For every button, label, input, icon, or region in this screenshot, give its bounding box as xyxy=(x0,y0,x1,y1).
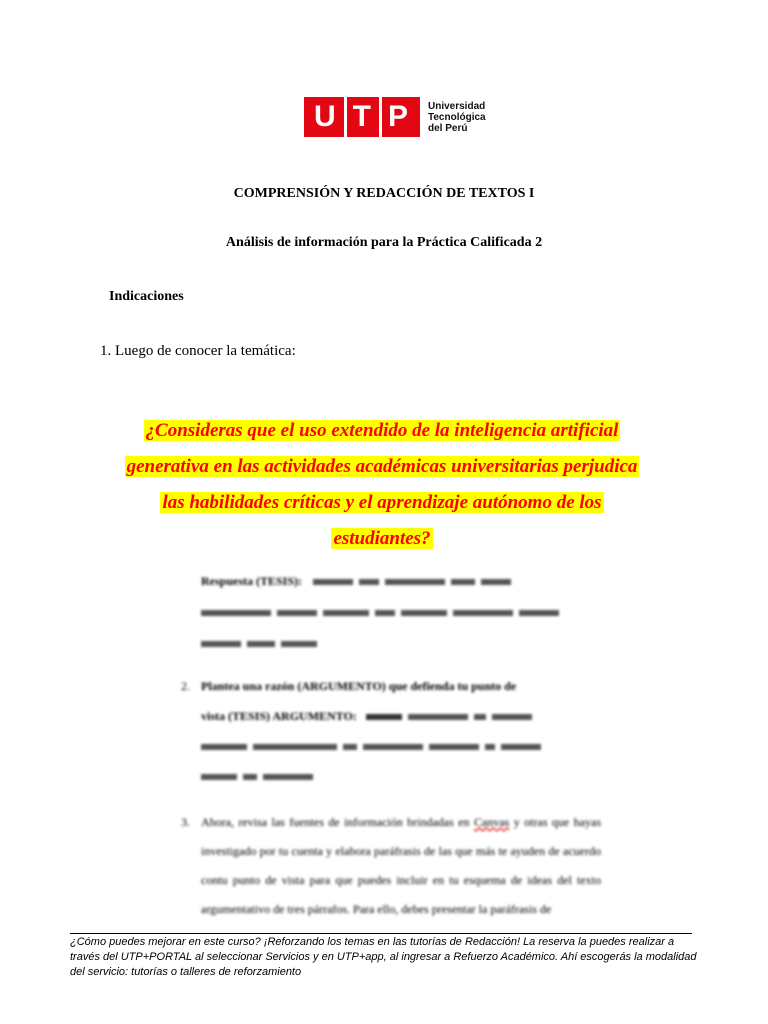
item-2-argument xyxy=(181,671,611,791)
item-3-paraphrase xyxy=(181,808,601,924)
item-3-text-before: Ahora, revisa las fuentes de información brindadas en xyxy=(201,815,474,829)
logo-letter-t: T xyxy=(352,100,373,133)
step-1-text: 1. Luego de conocer la temática: xyxy=(100,343,296,359)
item-2-line-1: Plantea una razón (ARGUMENTO) que defienda tu punto de xyxy=(201,679,517,693)
logo-letter-u: U xyxy=(313,100,338,133)
logo-separator xyxy=(379,97,382,137)
section-heading: Indicaciones xyxy=(109,289,184,304)
question-line-2: generativa en las actividades académicas universitarias perjudica xyxy=(126,456,638,477)
item-2-line-2: vista (TESIS) ARGUMENTO: xyxy=(201,709,357,723)
logo-line-3: del Perú xyxy=(428,122,468,134)
course-title: COMPRENSIÓN Y REDACCIÓN DE TEXTOS I xyxy=(233,186,535,201)
footer-note: ¿Cómo puedes mejorar en este curso? ¡Reforzando los temas en las tutorías de Redacción! La reserva la puedes realizar a través del UTP+PORTAL al seleccionar Servicios y en UTP+app, al ingresar a Refuerzo Académico. Ahí escogerás la modalidad del servicio: tutorías o talleres de reforzamiento xyxy=(70,936,697,978)
logo-line-1: Universidad xyxy=(428,100,486,112)
question-line-1: ¿Consideras que el uso extendido de la inteligencia artificial xyxy=(145,420,619,441)
item-2-number: 2. xyxy=(181,679,190,693)
footer-divider xyxy=(70,933,692,934)
item-3-number: 3. xyxy=(181,815,190,829)
logo-letter-p: P xyxy=(387,100,410,133)
response-thesis-block xyxy=(201,566,609,659)
logo-line-2: Tecnológica xyxy=(428,111,486,123)
document-subtitle: Análisis de información para la Práctica Calificada 2 xyxy=(225,235,543,250)
utp-logo-mark xyxy=(304,97,420,137)
item-3-text xyxy=(181,808,601,924)
item-3-text-after: y otras que hayas investigado por tu cuenta y elabora paráfrasis de las que más te ayuden de acuerdo contu punto de vista para que puedes incluir en tu esquema de ideas del texto argumentativo de tres párrafos. Para ello, debes presentar la paráfrasis de xyxy=(201,815,601,916)
central-question xyxy=(92,413,672,557)
logo-separator xyxy=(344,97,347,137)
utp-logo xyxy=(304,97,486,137)
logo-wordmark xyxy=(428,101,486,134)
canvas-link: Canvas xyxy=(473,815,510,829)
question-line-3: las habilidades críticas y el aprendizaje autónomo de los xyxy=(162,492,602,513)
question-line-4: estudiantes? xyxy=(333,528,431,549)
response-label: Respuesta (TESIS): xyxy=(201,574,303,588)
